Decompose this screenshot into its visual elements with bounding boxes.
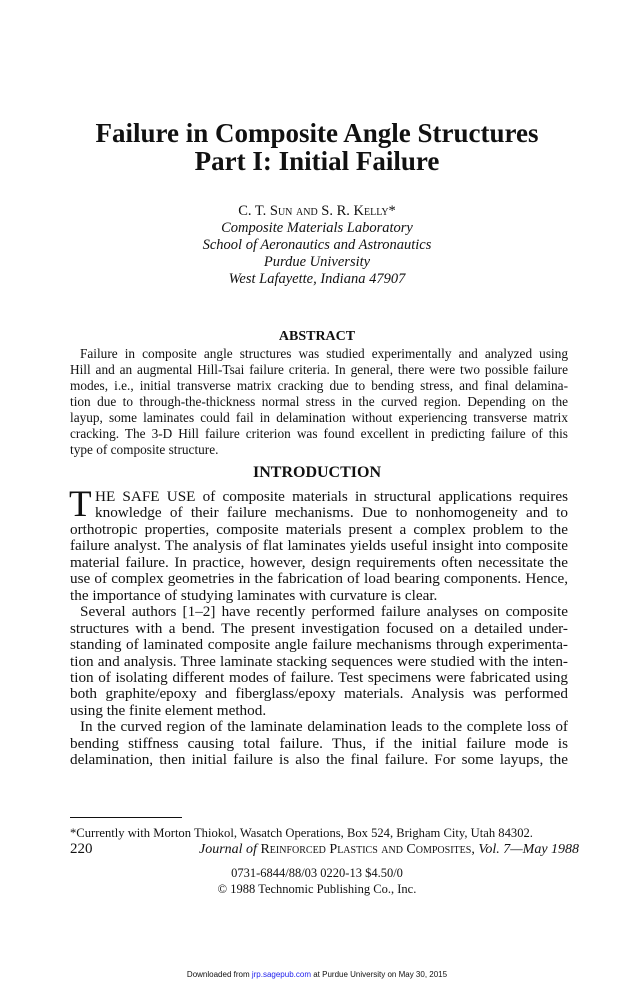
introduction-heading: INTRODUCTION xyxy=(252,464,381,481)
title-line-1: Failure in Composite Angle Structures xyxy=(95,118,539,148)
publication-info xyxy=(0,865,634,897)
abstract-line: Hill and an augmental Hill-Tsai failure criteria. In general, there were two possible failure xyxy=(70,362,568,377)
author-block xyxy=(0,203,634,288)
copyright-line: © 1988 Technomic Publishing Co., Inc. xyxy=(217,882,417,896)
abstract-line: modes, i.e., initial transverse matrix cracking due to bending stress, and final delamina- xyxy=(70,378,568,393)
body-line: In the curved region of the laminate delamination leads to the complete loss of xyxy=(80,718,568,736)
journal-name: Reinforced Plastics and Composites, xyxy=(260,842,475,857)
body-line: both graphite/epoxy and fiberglass/epoxy materials. Analysis was performed xyxy=(70,685,568,703)
body-line: structures with a bend. The present investigation focused on a detailed under- xyxy=(70,619,568,637)
abstract-line: tion due to through-the-thickness normal stress in the curved region. Depending on the xyxy=(70,394,568,409)
abstract-line: Failure in composite angle structures was studied experimentally and analyzed using xyxy=(80,346,568,361)
footnote-rule xyxy=(70,817,182,818)
body-line: using the finite element method. xyxy=(70,701,267,719)
footnote: *Currently with Morton Thiokol, Wasatch Operations, Box 524, Brigham City, Utah 84302. xyxy=(70,826,533,840)
paper-title xyxy=(0,119,634,175)
drop-cap: T xyxy=(69,484,92,525)
body-line: tion and analysis. Three laminate stacking sequences were studied with the inten- xyxy=(70,652,568,670)
abstract-line: cracking. The 3-D Hill failure criterion was found excellent in predicting failure of this xyxy=(70,426,568,441)
body-line: bending stiffness causing total failure. Thus, if the initial failure mode is xyxy=(70,734,568,752)
download-note: Downloaded from jrp.sagepub.com at Purdue University on May 30, 2015 xyxy=(186,970,448,979)
affiliation-line: Composite Materials Laboratory xyxy=(221,220,413,236)
body-line: use of complex geometries in the fabrication of load bearing components. Hence, xyxy=(70,570,568,588)
body-line: knowledge of their failure mechanisms. Due to nonhomogeneity and to xyxy=(95,504,568,522)
abstract-heading: ABSTRACT xyxy=(278,329,356,344)
body-line: Several authors [1–2] have recently performed failure analyses on composite xyxy=(80,603,568,621)
body-line: the importance of studying laminates with curvature is clear. xyxy=(70,586,438,604)
affiliation-line: School of Aeronautics and Astronautics xyxy=(202,237,432,253)
body-line: delamination, then initial failure is also the final failure. For some layups, the xyxy=(70,751,568,769)
page-number: 220 xyxy=(70,841,93,857)
abstract-line: layup, some laminates could fail in delamination without experiencing transverse matrix xyxy=(70,410,568,425)
title-line-2: Part I: Initial Failure xyxy=(194,146,440,176)
journal-volume: Vol. 7—May 1988 xyxy=(478,842,580,857)
affiliation-line: Purdue University xyxy=(263,254,371,270)
abstract-body xyxy=(70,346,568,458)
affiliation-line: West Lafayette, Indiana 47907 xyxy=(228,271,406,287)
author-names: C. T. Sun and S. R. Kelly* xyxy=(238,203,396,219)
body-line: tion of isolating different modes of failure. Test specimens were fabricated using xyxy=(70,668,568,686)
introduction-body xyxy=(69,484,569,769)
lead-in: HE SAFE USE xyxy=(95,488,196,505)
issn-line: 0731-6844/88/03 0220-13 $4.50/0 xyxy=(231,866,403,880)
body-line: failure analyst. The analysis of flat laminates yields useful insight into composite xyxy=(70,537,568,555)
body-line: HE SAFE USE of composite materials in structural applications requires xyxy=(95,488,569,505)
body-line: standing of laminated composite angle failure mechanisms through experimenta- xyxy=(70,636,568,654)
body-line: material failure. In practice, however, design requirements often necessitate the xyxy=(70,553,568,571)
journal-prefix: Journal of xyxy=(199,842,257,857)
body-line: orthotropic properties, composite materials present a complex problem to the xyxy=(70,520,568,538)
journal-citation xyxy=(199,842,579,858)
download-link[interactable]: jrp.sagepub.com xyxy=(251,970,311,979)
abstract-line: type of composite structure. xyxy=(70,442,219,457)
